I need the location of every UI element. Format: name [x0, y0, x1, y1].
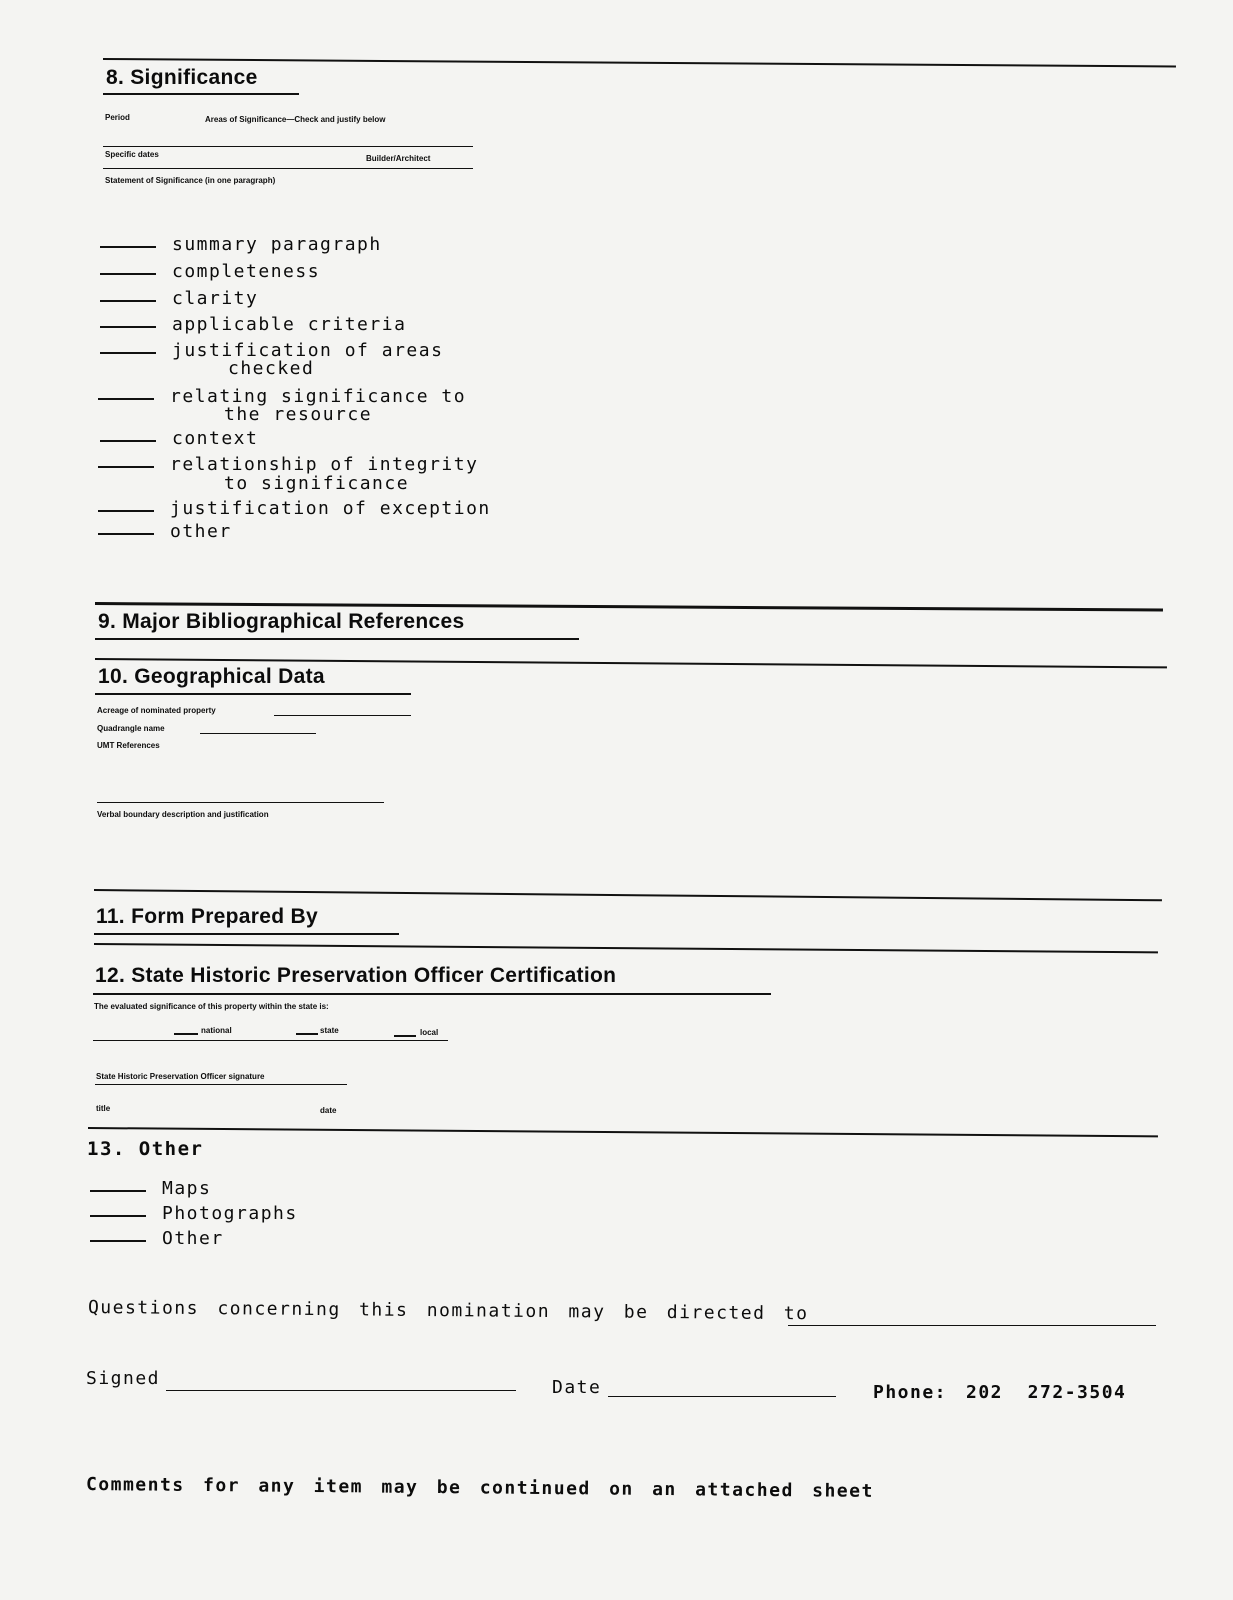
checklist-label: other: [170, 521, 232, 542]
acreage-label: Acreage of nominated property: [97, 706, 216, 715]
check-blank[interactable]: [98, 533, 154, 535]
quadrangle-fill-line[interactable]: [200, 733, 316, 734]
checklist-label: justification of areas: [172, 340, 444, 361]
section-8-top-rule: [103, 58, 1176, 67]
check-blank[interactable]: [100, 246, 156, 248]
checklist-label: summary paragraph: [172, 234, 382, 255]
check-blank[interactable]: [98, 398, 154, 400]
checklist-label-continued: to significance: [224, 473, 410, 494]
other-item-label: Maps: [162, 1178, 212, 1199]
period-label: Period: [105, 113, 130, 122]
local-blank[interactable]: [394, 1035, 416, 1037]
utm-references-label: UMT References: [97, 741, 160, 750]
quadrangle-label: Quadrangle name: [97, 724, 165, 733]
section-13-title: 13. Other: [87, 1138, 204, 1160]
signed-label: Signed: [86, 1368, 161, 1389]
verbal-boundary-label: Verbal boundary description and justification: [97, 810, 269, 819]
check-blank[interactable]: [100, 440, 156, 442]
section-12-title: 12. State Historic Preservation Officer Certification: [95, 964, 617, 987]
check-blank[interactable]: [100, 273, 156, 275]
section-10-title-underline: [95, 693, 411, 695]
shpo-signature-line[interactable]: [95, 1084, 347, 1085]
verbal-boundary-rule: [97, 802, 384, 803]
section-12-top-rule: [94, 943, 1158, 953]
acreage-fill-line[interactable]: [274, 715, 411, 716]
section-11-top-rule: [94, 889, 1162, 901]
checklist-label: applicable criteria: [172, 314, 407, 335]
questions-fill-line[interactable]: [788, 1325, 1156, 1326]
comments-text: Comments for any item may be continued on an attached sheet: [85, 1474, 874, 1502]
evaluated-significance-label: The evaluated significance of this property within the state is:: [94, 1002, 329, 1011]
checklist-label: justification of exception: [170, 498, 491, 519]
other-item-label: Other: [162, 1228, 224, 1249]
phone-value: 202 272-3504: [966, 1382, 1127, 1403]
signed-fill-line[interactable]: [166, 1390, 516, 1391]
section-8-title: 8. Significance: [106, 66, 258, 89]
section-12-title-underline: [93, 993, 771, 995]
national-label: national: [201, 1026, 232, 1035]
local-label: local: [420, 1028, 439, 1037]
statement-of-significance-label: Statement of Significance (in one paragraph): [105, 176, 276, 185]
checklist-label: clarity: [172, 288, 259, 309]
check-blank[interactable]: [98, 466, 154, 468]
specific-dates-label: Specific dates: [105, 150, 159, 159]
evaluated-underline: [93, 1040, 448, 1041]
check-blank[interactable]: [98, 510, 154, 512]
dates-fill-line[interactable]: [103, 168, 473, 169]
check-blank[interactable]: [100, 326, 156, 328]
checklist-label-continued: checked: [228, 358, 315, 379]
national-blank[interactable]: [174, 1033, 198, 1035]
state-label: state: [320, 1026, 339, 1035]
section-9-title-underline: [95, 638, 579, 640]
shpo-signature-label: State Historic Preservation Officer signature: [96, 1072, 265, 1081]
section-13-top-rule: [88, 1127, 1158, 1137]
areas-of-significance-label: Areas of Significance—Check and justify below: [205, 115, 386, 124]
section-9-title: 9. Major Bibliographical References: [98, 610, 465, 633]
questions-text: Questions concerning this nomination may be directed to: [87, 1297, 809, 1325]
shpo-date-label: date: [320, 1106, 337, 1115]
check-blank[interactable]: [90, 1215, 146, 1217]
checklist-label-continued: the resource: [224, 404, 373, 425]
section-8-title-underline: [103, 93, 299, 95]
check-blank[interactable]: [90, 1240, 146, 1242]
date-label: Date: [552, 1377, 602, 1398]
section-10-title: 10. Geographical Data: [98, 665, 325, 688]
date-fill-line[interactable]: [608, 1396, 836, 1397]
phone-label: Phone:: [873, 1382, 948, 1403]
state-blank[interactable]: [296, 1033, 318, 1035]
other-item-label: Photographs: [162, 1203, 298, 1224]
checklist-label: completeness: [172, 261, 321, 282]
check-blank[interactable]: [90, 1190, 146, 1192]
section-11-title: 11. Form Prepared By: [96, 905, 318, 928]
builder-architect-label: Builder/Architect: [366, 154, 431, 163]
checklist-label: relating significance to: [170, 386, 467, 407]
check-blank[interactable]: [100, 300, 156, 302]
shpo-title-label: title: [96, 1104, 111, 1113]
checklist-label: relationship of integrity: [170, 454, 479, 475]
check-blank[interactable]: [100, 352, 156, 354]
areas-fill-line[interactable]: [103, 146, 473, 147]
checklist-label: context: [172, 428, 259, 449]
section-11-title-underline: [94, 933, 399, 935]
